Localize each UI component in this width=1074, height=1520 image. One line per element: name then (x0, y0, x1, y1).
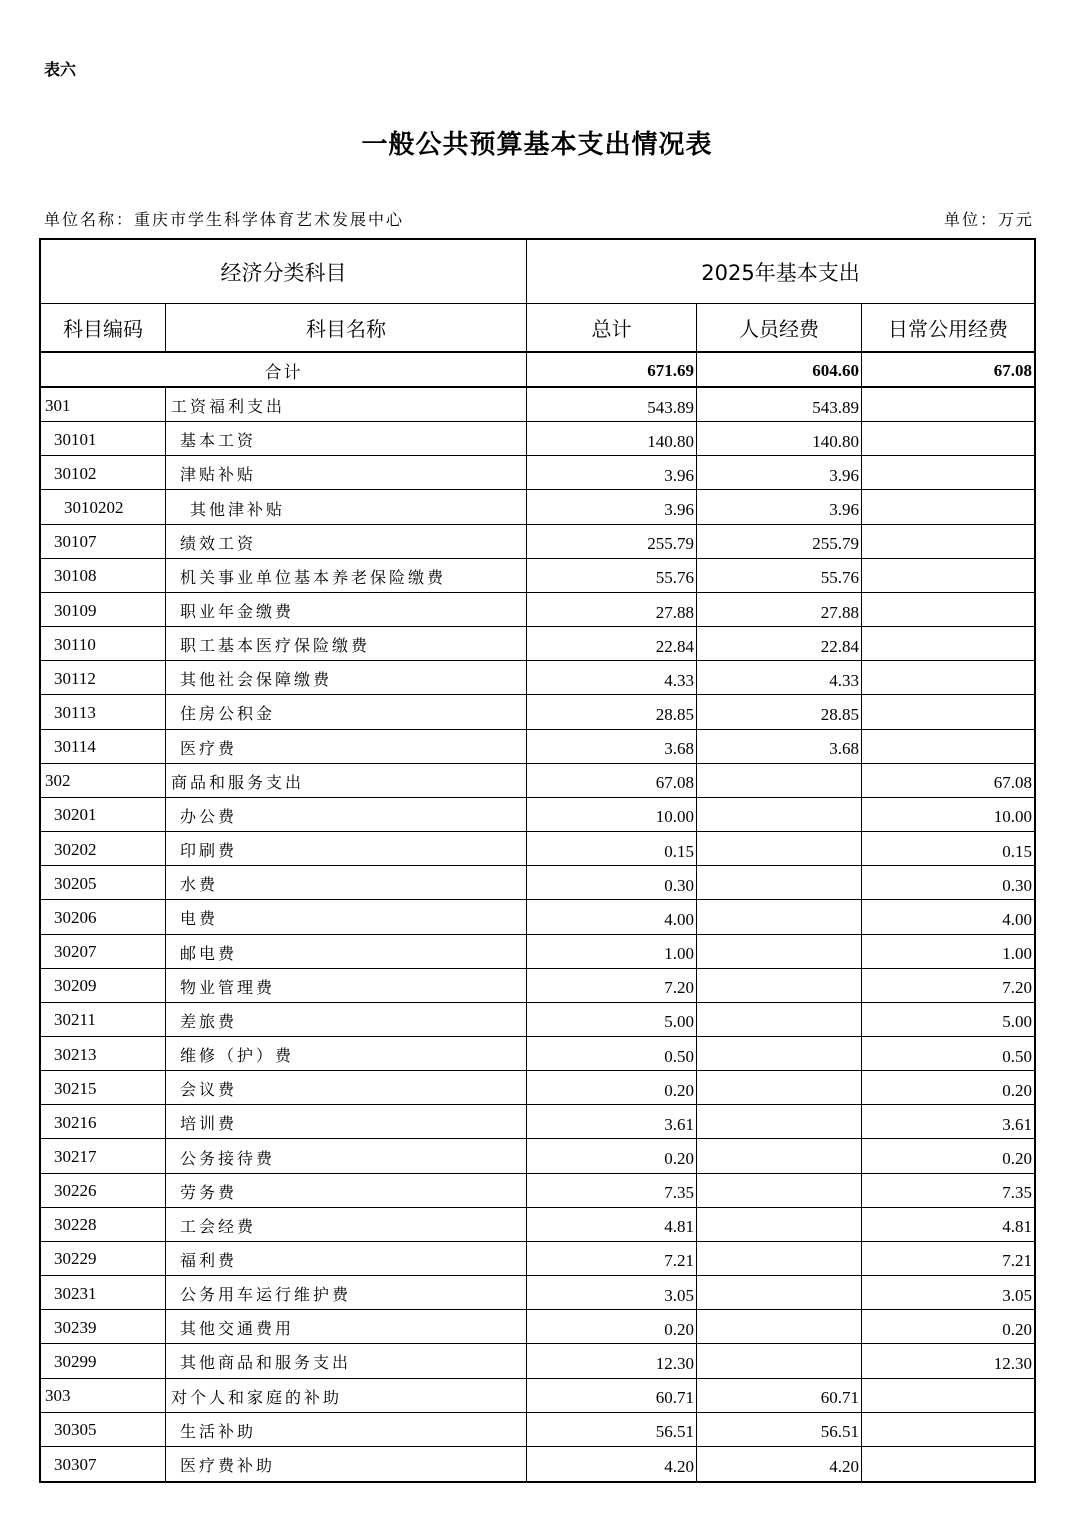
cell-total: 55.76 (527, 559, 697, 592)
header-public-expenses: 日常公用经费 (888, 317, 1008, 341)
table-row (41, 900, 1034, 934)
table-row (41, 661, 1034, 695)
cell-total: 67.08 (527, 764, 697, 797)
cell-personnel: 55.76 (697, 559, 862, 592)
cell-total: 56.51 (527, 1413, 697, 1446)
cell-personnel: 543.89 (697, 388, 862, 421)
cell-personnel (697, 1276, 862, 1309)
cell-subject-name: 职业年金缴费 (166, 593, 527, 626)
cell-subject-name: 其他交通费用 (166, 1310, 527, 1343)
cell-public: 1.00 (1002, 944, 1032, 964)
table-row (41, 490, 1034, 524)
cell-public: 0.15 (1002, 841, 1032, 861)
cell-subject-code: 30215 (41, 1071, 166, 1104)
cell-subject-code: 30229 (41, 1242, 166, 1275)
table-row (41, 1105, 1034, 1139)
cell-total: 1.00 (527, 935, 697, 968)
cell-public: 4.81 (1002, 1217, 1032, 1237)
cell-subject-code: 30211 (41, 1003, 166, 1036)
cell-personnel (697, 900, 862, 933)
cell-subject-name: 印刷费 (166, 832, 527, 865)
cell-subject-code: 302 (41, 764, 166, 797)
cell-subject-name: 绩效工资 (166, 525, 527, 558)
cell-subject-name: 邮电费 (166, 935, 527, 968)
table-row (41, 1379, 1034, 1413)
cell-subject-code: 30112 (41, 661, 166, 694)
cell-total: 0.20 (527, 1139, 697, 1172)
table-row (41, 832, 1034, 866)
cell-total: 0.20 (527, 1071, 697, 1104)
cell-subject-name: 公务接待费 (166, 1139, 527, 1172)
cell-personnel: 255.79 (697, 525, 862, 558)
budget-table (39, 238, 1036, 1483)
cell-public: 3.61 (1002, 1114, 1032, 1134)
table-row (41, 1276, 1034, 1310)
cell-public (862, 1413, 1034, 1446)
cell-subject-name: 工会经费 (166, 1208, 527, 1241)
header-column-row (41, 304, 1034, 353)
cell-subject-name: 公务用车运行维护费 (166, 1276, 527, 1309)
cell-subject-code: 30226 (41, 1174, 166, 1207)
cell-subject-name: 医疗费 (166, 730, 527, 763)
table-row (41, 1174, 1034, 1208)
cell-subject-name: 培训费 (166, 1105, 527, 1138)
cell-total: 0.50 (527, 1037, 697, 1070)
cell-public: 5.00 (1002, 1012, 1032, 1032)
table-row (41, 764, 1034, 798)
cell-subject-name: 维修（护）费 (166, 1037, 527, 1070)
cell-subject-code: 3010202 (41, 490, 166, 523)
cell-public (862, 456, 1034, 489)
table-row (41, 695, 1034, 729)
cell-subject-code: 30228 (41, 1208, 166, 1241)
table-row (41, 798, 1034, 832)
total-sum: 671.69 (527, 353, 697, 386)
cell-total: 27.88 (527, 593, 697, 626)
cell-subject-code: 30113 (41, 695, 166, 728)
table-row (41, 1413, 1034, 1447)
cell-subject-name: 机关事业单位基本养老保险缴费 (166, 559, 527, 592)
cell-subject-code: 30109 (41, 593, 166, 626)
cell-subject-code: 30217 (41, 1139, 166, 1172)
cell-public (862, 1379, 1034, 1412)
cell-total: 3.05 (527, 1276, 697, 1309)
cell-subject-code: 30107 (41, 525, 166, 558)
table-row (41, 730, 1034, 764)
currency-unit-label: 单位：万元 (943, 210, 1034, 229)
cell-personnel: 3.68 (697, 730, 862, 763)
cell-public (862, 593, 1034, 626)
table-row (41, 1242, 1034, 1276)
cell-personnel (697, 1071, 862, 1104)
cell-subject-name: 其他商品和服务支出 (166, 1344, 527, 1377)
table-row (41, 1447, 1034, 1481)
header-basic-expenditure-2025: 2025年基本支出 (701, 260, 860, 285)
cell-personnel (697, 1105, 862, 1138)
cell-public: 0.50 (1002, 1046, 1032, 1066)
cell-total: 3.68 (527, 730, 697, 763)
cell-subject-code: 30202 (41, 832, 166, 865)
cell-personnel: 140.80 (697, 422, 862, 455)
header-group-row (41, 240, 1034, 304)
cell-total: 28.85 (527, 695, 697, 728)
cell-personnel (697, 969, 862, 1002)
cell-personnel: 4.33 (697, 661, 862, 694)
cell-subject-code: 30201 (41, 798, 166, 831)
cell-total: 3.96 (527, 456, 697, 489)
header-total: 总计 (527, 304, 697, 351)
cell-personnel: 60.71 (697, 1379, 862, 1412)
cell-total: 543.89 (527, 388, 697, 421)
cell-personnel (697, 866, 862, 899)
table-row (41, 627, 1034, 661)
table-number-label: 表六 (44, 60, 77, 79)
cell-public (862, 525, 1034, 558)
unit-name-label: 单位名称：重庆市学生科学体育艺术发展中心 (44, 210, 405, 229)
table-row (41, 593, 1034, 627)
total-label: 合计 (41, 353, 527, 386)
cell-personnel (697, 1344, 862, 1377)
table-row (41, 1071, 1034, 1105)
cell-total: 4.00 (527, 900, 697, 933)
cell-subject-code: 303 (41, 1379, 166, 1412)
cell-public: 7.21 (1002, 1251, 1032, 1271)
cell-subject-name: 对个人和家庭的补助 (166, 1379, 527, 1412)
cell-personnel (697, 1242, 862, 1275)
table-row (41, 1310, 1034, 1344)
table-row (41, 1139, 1034, 1173)
cell-total: 7.20 (527, 969, 697, 1002)
cell-subject-code: 30209 (41, 969, 166, 1002)
cell-total: 4.81 (527, 1208, 697, 1241)
cell-total: 7.21 (527, 1242, 697, 1275)
cell-subject-name: 住房公积金 (166, 695, 527, 728)
cell-public: 0.20 (1002, 1149, 1032, 1169)
cell-subject-name: 会议费 (166, 1071, 527, 1104)
cell-personnel: 28.85 (697, 695, 862, 728)
cell-subject-code: 30114 (41, 730, 166, 763)
cell-total: 0.20 (527, 1310, 697, 1343)
cell-subject-code: 30102 (41, 456, 166, 489)
table-row (41, 388, 1034, 422)
cell-total: 3.61 (527, 1105, 697, 1138)
cell-subject-name: 生活补助 (166, 1413, 527, 1446)
table-row (41, 422, 1034, 456)
cell-subject-code: 30110 (41, 627, 166, 660)
cell-personnel (697, 1003, 862, 1036)
cell-subject-code: 30216 (41, 1105, 166, 1138)
cell-subject-name: 福利费 (166, 1242, 527, 1275)
cell-public: 0.30 (1002, 875, 1032, 895)
table-row (41, 866, 1034, 900)
cell-subject-name: 差旅费 (166, 1003, 527, 1036)
header-economic-classification: 经济分类科目 (41, 240, 527, 303)
cell-subject-name: 津贴补贴 (166, 456, 527, 489)
cell-personnel: 3.96 (697, 490, 862, 523)
cell-personnel (697, 1174, 862, 1207)
cell-public: 10.00 (993, 807, 1032, 827)
cell-subject-code: 30239 (41, 1310, 166, 1343)
total-public: 67.08 (993, 360, 1032, 380)
cell-public (862, 661, 1034, 694)
cell-subject-name: 电费 (166, 900, 527, 933)
cell-personnel (697, 832, 862, 865)
cell-public (862, 627, 1034, 660)
cell-subject-name: 其他社会保障缴费 (166, 661, 527, 694)
cell-personnel: 27.88 (697, 593, 862, 626)
cell-total: 140.80 (527, 422, 697, 455)
cell-public: 4.00 (1002, 909, 1032, 929)
cell-total: 7.35 (527, 1174, 697, 1207)
table-row (41, 1208, 1034, 1242)
cell-total: 22.84 (527, 627, 697, 660)
cell-subject-code: 30101 (41, 422, 166, 455)
cell-public (862, 1447, 1034, 1481)
cell-personnel (697, 935, 862, 968)
cell-total: 5.00 (527, 1003, 697, 1036)
table-row (41, 559, 1034, 593)
cell-total: 4.20 (527, 1447, 697, 1481)
cell-subject-name: 工资福利支出 (166, 388, 527, 421)
cell-total: 60.71 (527, 1379, 697, 1412)
cell-total: 10.00 (527, 798, 697, 831)
cell-subject-code: 30305 (41, 1413, 166, 1446)
total-row (41, 353, 1034, 388)
table-row (41, 1003, 1034, 1037)
cell-total: 3.96 (527, 490, 697, 523)
cell-public (862, 559, 1034, 592)
table-row (41, 1037, 1034, 1071)
cell-public (862, 490, 1034, 523)
cell-subject-code: 301 (41, 388, 166, 421)
cell-subject-name: 商品和服务支出 (166, 764, 527, 797)
header-personnel-expenses: 人员经费 (697, 304, 862, 351)
cell-public (862, 422, 1034, 455)
table-row (41, 935, 1034, 969)
cell-total: 12.30 (527, 1344, 697, 1377)
cell-personnel: 4.20 (697, 1447, 862, 1481)
cell-subject-code: 30299 (41, 1344, 166, 1377)
header-subject-code: 科目编码 (41, 304, 166, 351)
total-personnel: 604.60 (697, 353, 862, 386)
cell-subject-name: 医疗费补助 (166, 1447, 527, 1481)
cell-public: 7.35 (1002, 1183, 1032, 1203)
cell-public: 7.20 (1002, 978, 1032, 998)
cell-personnel (697, 1310, 862, 1343)
cell-public: 3.05 (1002, 1285, 1032, 1305)
cell-personnel (697, 764, 862, 797)
cell-public (862, 388, 1034, 421)
cell-personnel: 3.96 (697, 456, 862, 489)
cell-public: 12.30 (993, 1353, 1032, 1373)
cell-subject-code: 30307 (41, 1447, 166, 1481)
cell-subject-code: 30207 (41, 935, 166, 968)
table-row (41, 1344, 1034, 1378)
cell-subject-name: 物业管理费 (166, 969, 527, 1002)
cell-public (862, 695, 1034, 728)
cell-subject-name: 水费 (166, 866, 527, 899)
header-subject-name: 科目名称 (166, 304, 527, 351)
cell-subject-code: 30231 (41, 1276, 166, 1309)
cell-total: 4.33 (527, 661, 697, 694)
cell-subject-code: 30206 (41, 900, 166, 933)
cell-subject-name: 其他津补贴 (166, 490, 527, 523)
cell-subject-name: 办公费 (166, 798, 527, 831)
cell-personnel (697, 1208, 862, 1241)
page-title: 一般公共预算基本支出情况表 (361, 130, 713, 160)
cell-personnel (697, 1037, 862, 1070)
cell-personnel: 22.84 (697, 627, 862, 660)
cell-total: 255.79 (527, 525, 697, 558)
cell-public (862, 730, 1034, 763)
cell-public: 67.08 (993, 773, 1032, 793)
table-row (41, 525, 1034, 559)
cell-public: 0.20 (1002, 1080, 1032, 1100)
cell-subject-name: 劳务费 (166, 1174, 527, 1207)
cell-subject-code: 30108 (41, 559, 166, 592)
table-row (41, 969, 1034, 1003)
cell-personnel (697, 1139, 862, 1172)
cell-public: 0.20 (1002, 1319, 1032, 1339)
cell-subject-code: 30213 (41, 1037, 166, 1070)
cell-personnel (697, 798, 862, 831)
cell-total: 0.30 (527, 866, 697, 899)
cell-total: 0.15 (527, 832, 697, 865)
table-row (41, 456, 1034, 490)
cell-subject-name: 基本工资 (166, 422, 527, 455)
cell-subject-code: 30205 (41, 866, 166, 899)
cell-personnel: 56.51 (697, 1413, 862, 1446)
cell-subject-name: 职工基本医疗保险缴费 (166, 627, 527, 660)
